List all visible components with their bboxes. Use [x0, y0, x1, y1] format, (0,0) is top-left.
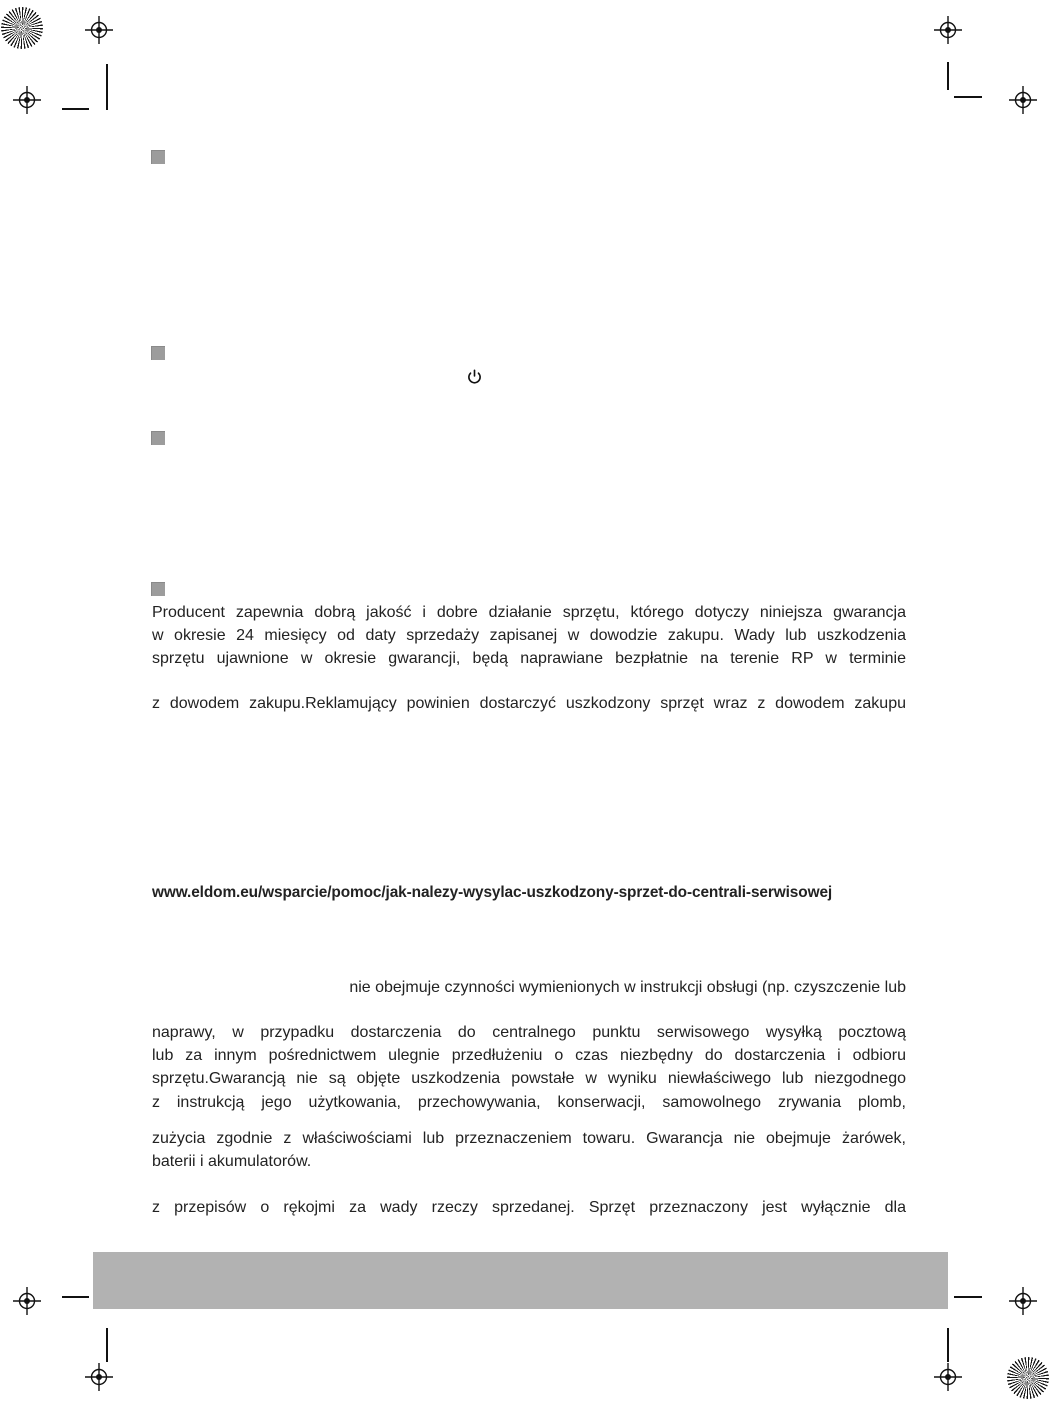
section-bullet-icon — [151, 582, 165, 596]
text-line: baterii i akumulatorów. — [152, 1153, 312, 1171]
registration-mark-icon — [13, 86, 41, 114]
text-line: zużycia zgodnie z właściwościami lub przeznaczeniem towaru. Gwarancja nie obejmuje żarówek, — [152, 1130, 906, 1147]
text-line: naprawy, w przypadku dostarczenia do centralnego punktu serwisowego wysyłką pocztową — [152, 1024, 906, 1041]
section-bullet-icon — [151, 150, 165, 164]
service-url: www.eldom.eu/wsparcie/pomoc/jak-nalezy-wysylac-uszkodzony-sprzet-do-centrali-serwisowej — [152, 884, 833, 901]
footer-color-bar — [93, 1252, 948, 1309]
registration-mark-icon — [1009, 1287, 1037, 1315]
registration-mark-icon — [1009, 86, 1037, 114]
text-line: z przepisów o rękojmi za wady rzeczy sprzedanej. Sprzęt przeznaczony jest wyłącznie dla — [152, 1199, 906, 1216]
proof-of-purchase-line — [152, 692, 906, 715]
wear-terms-paragraph — [152, 1127, 906, 1173]
registration-mark-icon — [934, 1363, 962, 1391]
crop-mark — [106, 64, 108, 110]
text-line: w okresie 24 miesięcy od daty sprzedaży zapisanej w dowodzie zakupu. Wady lub uszkodzenia — [152, 627, 906, 645]
text-line: nie obejmuje czynności wymienionych w instrukcji obsługi (np. czyszczenie lub — [349, 979, 906, 996]
service-url-block — [152, 881, 906, 904]
registration-mark-icon — [13, 1287, 41, 1315]
starburst-calibration-icon — [1007, 1357, 1049, 1399]
maintenance-exclusion-line — [152, 976, 906, 999]
crop-mark — [62, 1296, 89, 1298]
text-line: lub za innym pośrednictwem ulegnie przedłużeniu o czas niezbędny do dostarczenia i odbioru — [152, 1047, 906, 1065]
section-bullet-icon — [151, 346, 165, 360]
repair-terms-paragraph — [152, 1021, 906, 1114]
text-line: sprzętu.Gwarancją nie są objęte uszkodzenia powstałe w wyniku niewłaściwego lub niezgodnego — [152, 1070, 906, 1088]
registration-mark-icon — [85, 1363, 113, 1391]
text-line: z dowodem zakupu.Reklamujący powinien dostarczyć uszkodzony sprzęt wraz z dowodem zakupu — [152, 695, 906, 712]
section-bullet-icon — [151, 431, 165, 445]
starburst-calibration-icon — [1, 7, 43, 49]
registration-mark-icon — [85, 16, 113, 44]
power-icon — [467, 369, 482, 384]
text-line: sprzętu ujawnione w okresie gwarancji, będą naprawiane bezpłatnie na terenie RP w terminie — [152, 650, 906, 668]
crop-mark — [947, 62, 949, 90]
statutory-rights-line — [152, 1196, 906, 1219]
registration-mark-icon — [934, 16, 962, 44]
text-line: Producent zapewnia dobrą jakość i dobre działanie sprzętu, którego dotyczy niniejsza gwarancja — [152, 604, 906, 621]
crop-mark — [106, 1328, 108, 1362]
warranty-intro-paragraph — [152, 601, 906, 671]
text-line: z instrukcją jego użytkowania, przechowywania, konserwacji, samowolnego zrywania plomb, — [152, 1093, 906, 1111]
crop-mark — [954, 96, 982, 98]
crop-mark — [954, 1296, 982, 1298]
crop-mark — [947, 1328, 949, 1362]
crop-mark — [62, 108, 89, 110]
